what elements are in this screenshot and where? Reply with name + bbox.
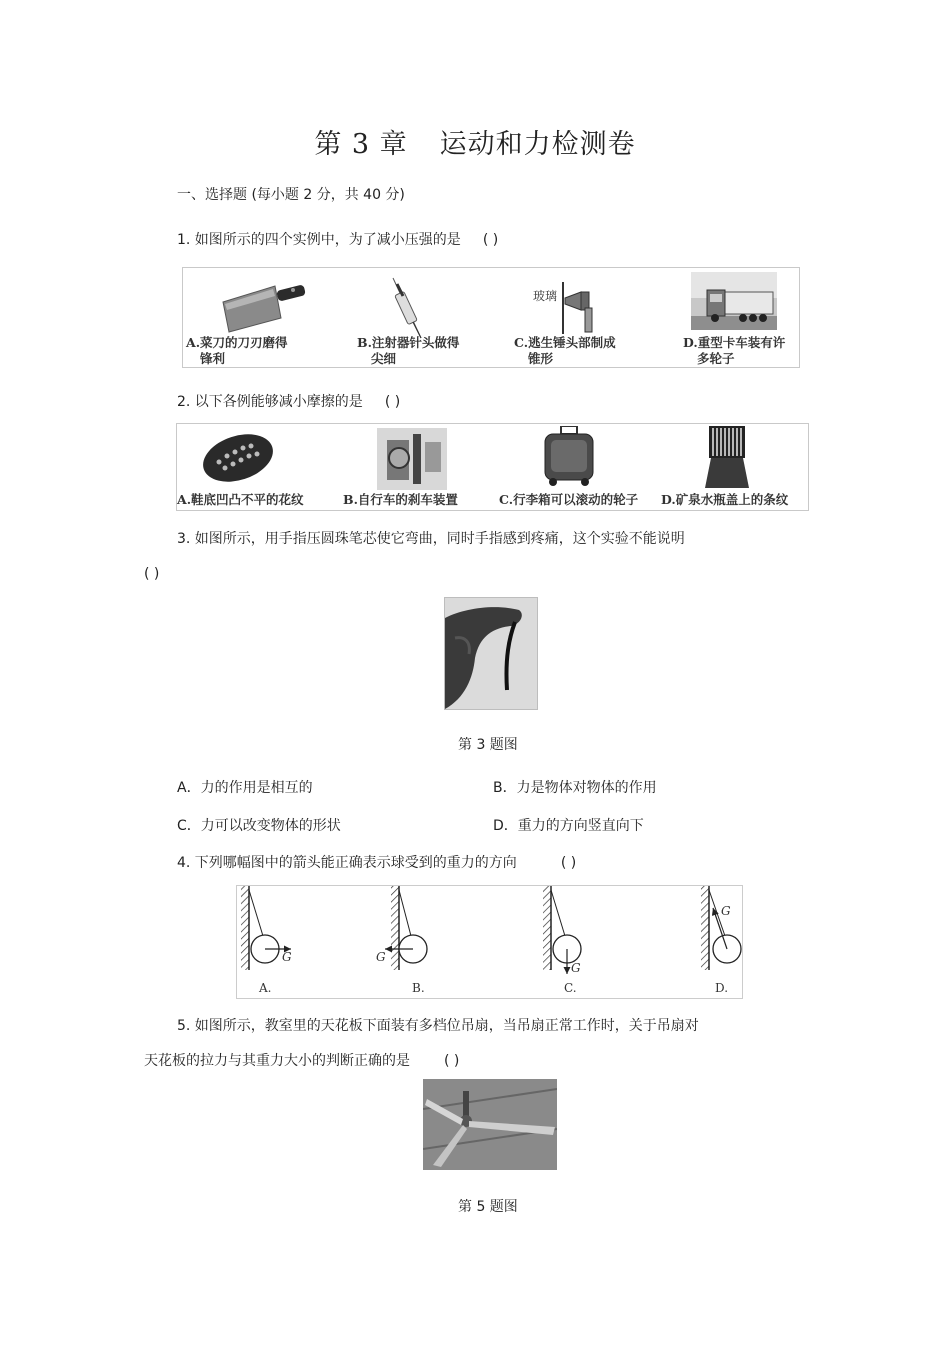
truck-image [691, 272, 777, 330]
question-1-text: 1. 如图所示的四个实例中，为了减小压强的是 [177, 232, 461, 248]
answer-paren: ( ) [444, 1053, 460, 1069]
force-label-c: G [571, 961, 581, 975]
q1-option-c: C.逃生锤头部制成 锥形 [514, 335, 616, 366]
q1-option-a: A.菜刀的刀刃磨得 锋利 [186, 335, 288, 366]
q3-option-d: D．重力的方向竖直向下 [493, 818, 644, 834]
page-title [0, 122, 950, 161]
question-5-stem-cont [144, 1050, 459, 1070]
q2-option-d: D.矿泉水瓶盖上的条纹 [661, 492, 789, 507]
diagram-d [701, 886, 741, 970]
diagram-label-a: A. [259, 981, 272, 995]
glass-label: 玻璃 [533, 289, 558, 303]
force-diagrams [237, 886, 742, 998]
question-4-stem [177, 852, 576, 872]
cleaver-image [219, 278, 307, 334]
question-5-stem: 5. 如图所示，教室里的天花板下面装有多档位吊扇，当吊扇正常工作时，关于吊扇对 [177, 1018, 699, 1034]
question-5-text: 天花板的拉力与其重力大小的判断正确的是 [144, 1053, 410, 1069]
q1-option-d: D.重型卡车装有许 多轮子 [683, 335, 786, 366]
answer-paren: ( ) [560, 855, 577, 871]
figure-5-caption: 第 5 题图 [458, 1199, 518, 1215]
question-2-figure [176, 423, 809, 511]
ceiling-fan-image [423, 1079, 557, 1170]
force-label-a: G [282, 950, 292, 964]
q2-option-c: C.行李箱可以滚动的轮子 [499, 492, 639, 507]
answer-paren: ( ) [384, 394, 401, 410]
section-heading: 一、选择题 (每小题 2 分，共 40 分) [177, 187, 405, 203]
diagram-b [385, 886, 427, 970]
q1-option-b: B.注射器针头做得 尖细 [357, 335, 460, 366]
escape-hammer-image [555, 280, 605, 336]
figure-3-caption: 第 3 题图 [458, 737, 518, 753]
question-4-text: 4. 下列哪幅图中的箭头能正确表示球受到的重力的方向 [177, 855, 517, 871]
question-3-stem: 3. 如图所示，用手指压圆珠笔芯使它弯曲，同时手指感到疼痛，这个实验不能说明 [177, 531, 685, 547]
finger-pen-image [444, 597, 538, 710]
question-4-figure [236, 885, 743, 999]
q3-option-b: B．力是物体对物体的作用 [493, 780, 657, 796]
bottle-cap-image [705, 426, 749, 488]
answer-paren: ( ) [482, 232, 499, 248]
force-label-b: G [376, 950, 386, 964]
bike-brake-image [377, 428, 447, 490]
question-2-stem [177, 391, 400, 411]
chapter-name: 运动和力检测卷 [439, 129, 636, 160]
q2-option-b: B.自行车的刹车装置 [343, 492, 458, 507]
question-2-text: 2. 以下各例能够减小摩擦的是 [177, 394, 363, 410]
q2-option-a: A.鞋底凹凸不平的花纹 [177, 492, 304, 507]
luggage-image [539, 426, 599, 488]
diagram-label-d: D. [715, 981, 729, 995]
q3-option-a: A．力的作用是相互的 [177, 780, 313, 796]
syringe-image [387, 276, 427, 340]
force-label-d: G [721, 904, 731, 918]
question-1-stem [177, 229, 498, 249]
chapter-number: 第 3 章 [314, 129, 408, 160]
question-1-figure [182, 267, 800, 368]
answer-paren: ( ) [144, 566, 160, 582]
q3-option-c: C．力可以改变物体的形状 [177, 818, 341, 834]
diagram-label-b: B. [412, 981, 425, 995]
shoe-sole-image [199, 428, 277, 488]
diagram-label-c: C. [564, 981, 577, 995]
